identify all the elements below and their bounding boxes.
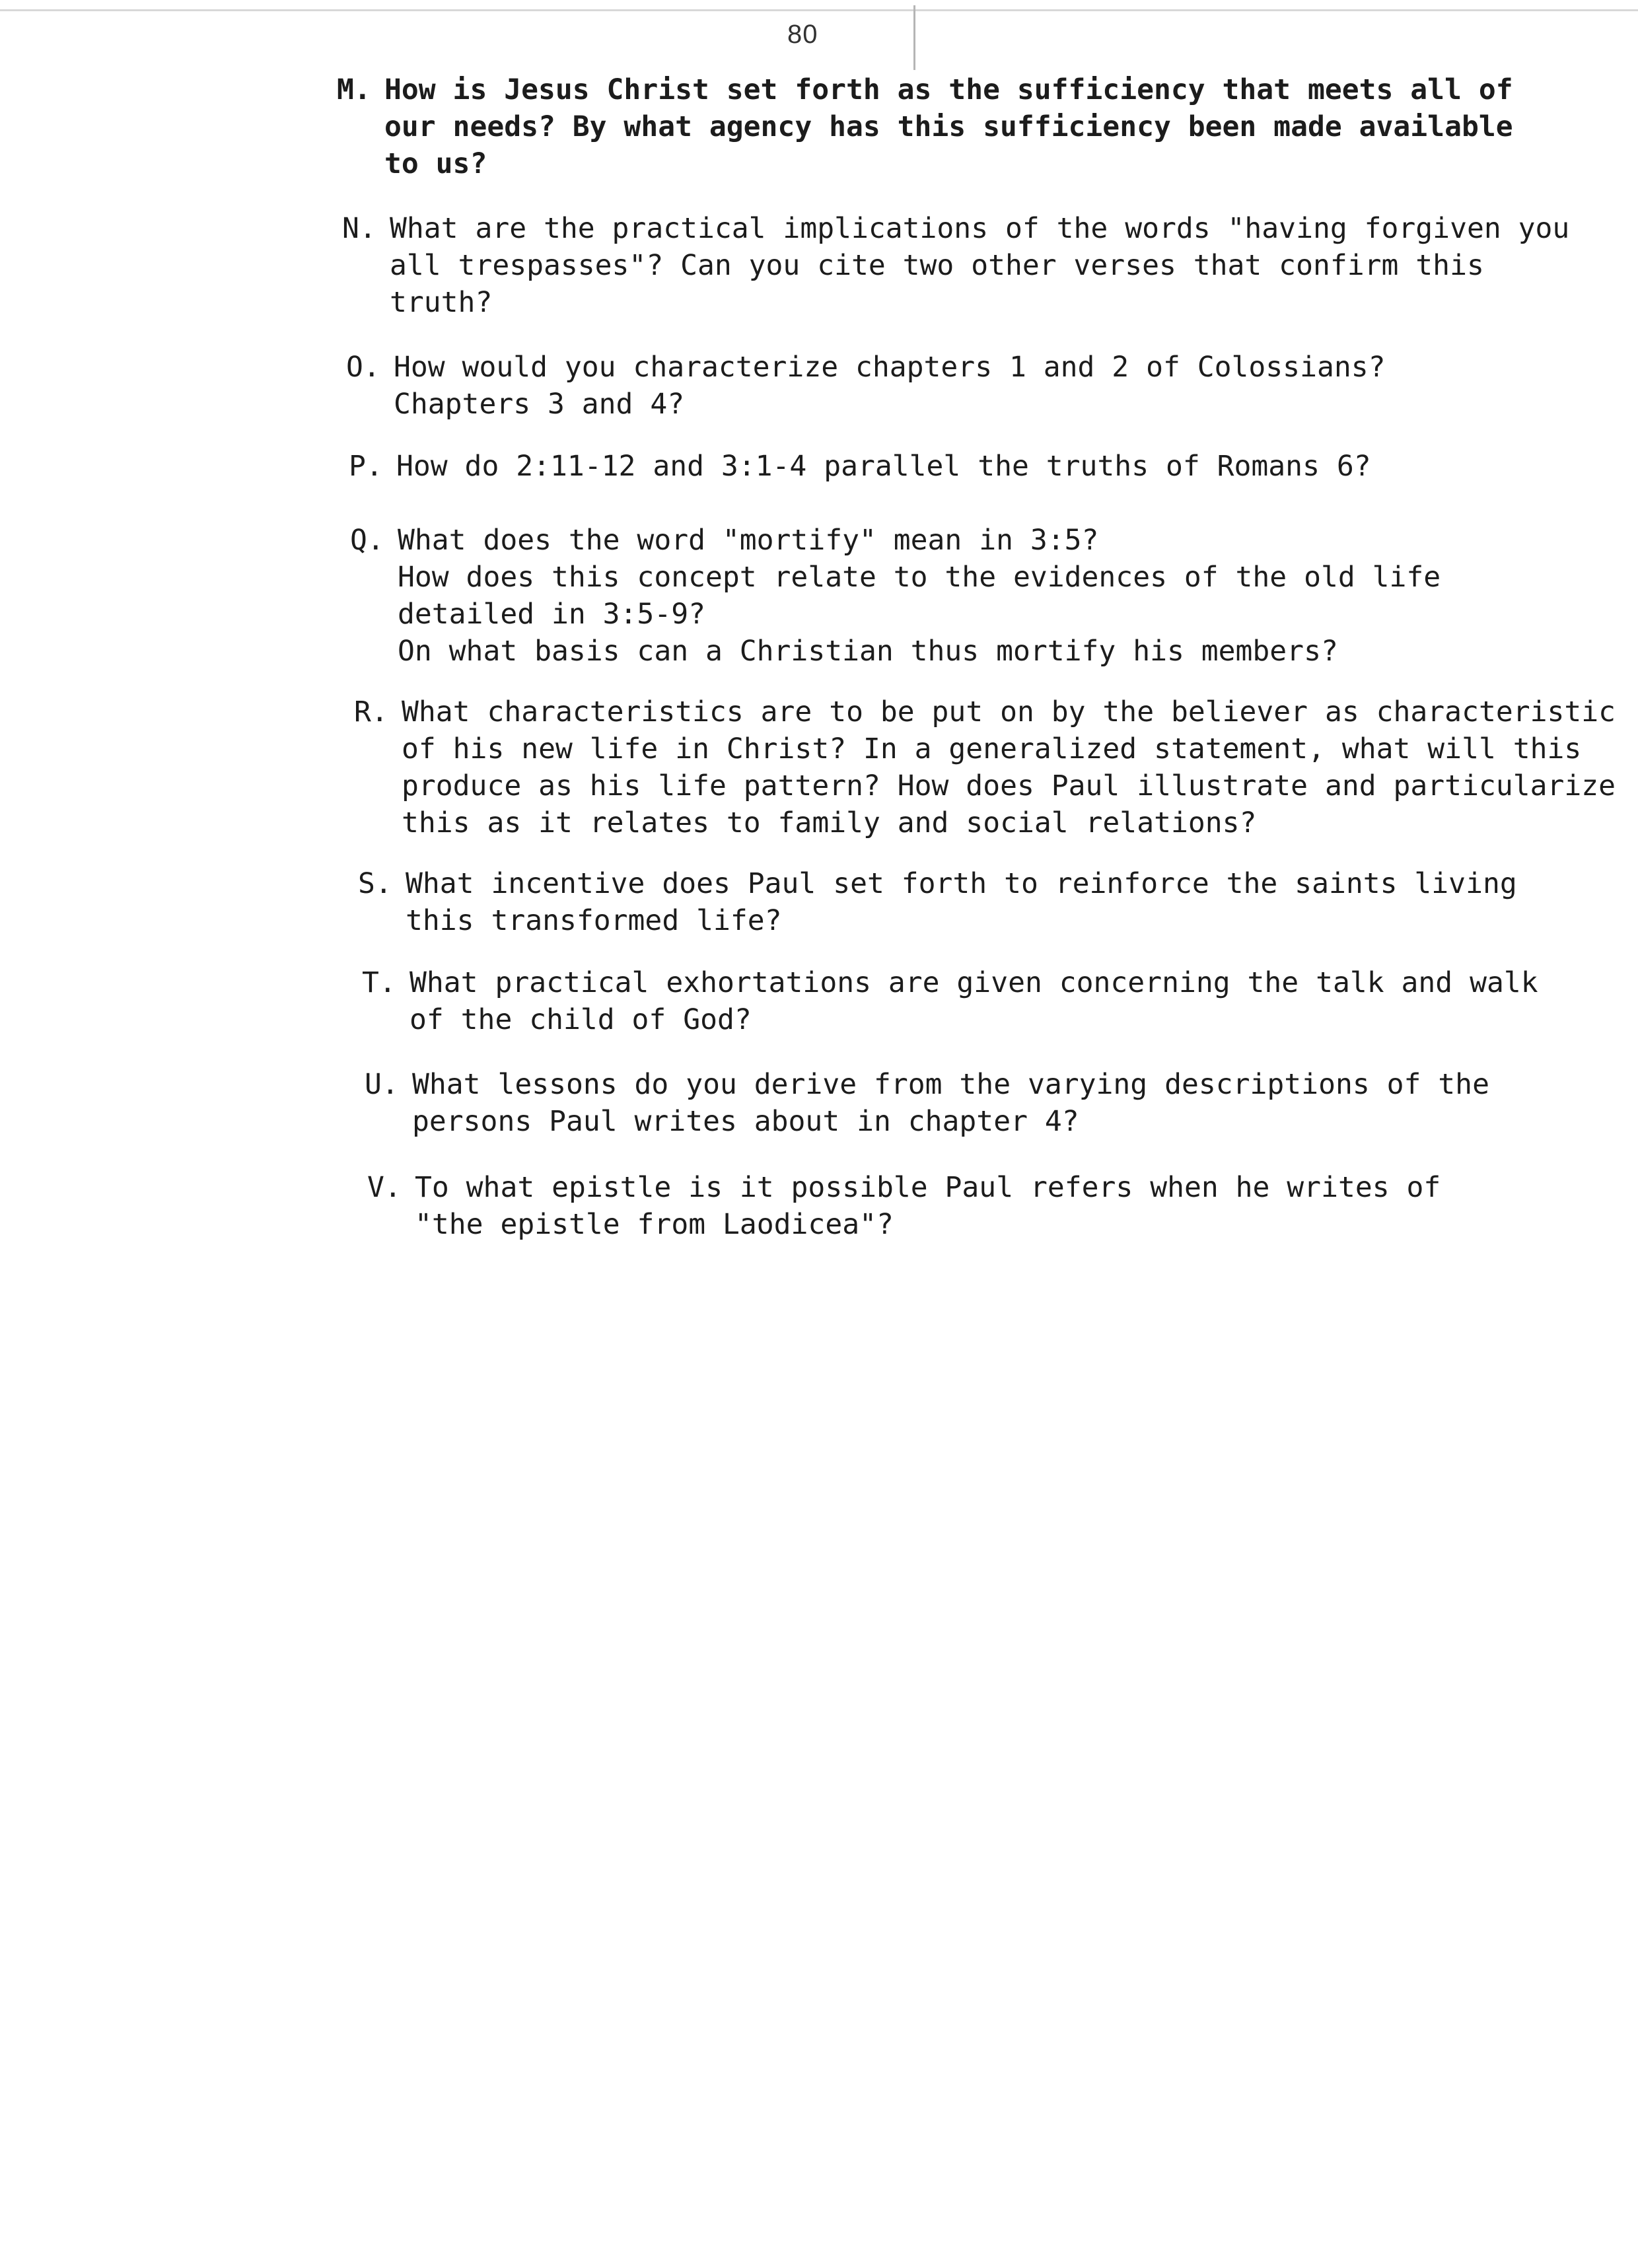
question-text-line: to us? [384, 147, 487, 180]
question-text-line: How do 2:11-12 and 3:1-4 parallel the truths of Romans 6? [396, 450, 1371, 483]
question-text-line: What characteristics are to be put on by the believer as characteristic [402, 695, 1616, 728]
question-letter: V. [367, 1171, 402, 1204]
question-text-line: What practical exhortations are given concerning the talk and walk [410, 966, 1538, 999]
question-text-line: "the epistle from Laodicea"? [415, 1208, 894, 1241]
question-text-line: How does this concept relate to the evidences of the old life [398, 561, 1441, 594]
page-number: 80 [787, 20, 818, 49]
question-text-line: What does the word "mortify" mean in 3:5? [398, 524, 1099, 557]
scan-artifact-line [913, 5, 915, 70]
question-t [362, 964, 1538, 1038]
question-letter: P. [349, 450, 383, 483]
question-letter: U. [365, 1068, 399, 1101]
question-q [350, 522, 1441, 670]
question-text-line: How would you characterize chapters 1 and 2 of Colossians? [394, 351, 1386, 384]
question-text-line: On what basis can a Christian thus mortify his members? [398, 635, 1338, 668]
question-letter: R. [354, 695, 388, 728]
question-text-line: What lessons do you derive from the varying descriptions of the [412, 1068, 1489, 1101]
question-text-line: of his new life in Christ? In a generalized statement, what will this [402, 732, 1582, 765]
question-text-line: Chapters 3 and 4? [394, 388, 685, 421]
question-text-line: this transformed life? [406, 904, 782, 937]
question-text-line: What are the practical implications of the words "having forgiven you [390, 212, 1570, 245]
question-text-line: this as it relates to family and social relations? [402, 806, 1257, 839]
question-letter: O. [346, 351, 380, 384]
question-letter: N. [342, 212, 376, 245]
question-letter: T. [362, 966, 396, 999]
question-m [337, 71, 1513, 182]
question-text-line: persons Paul writes about in chapter 4? [412, 1105, 1079, 1138]
question-text-line: To what epistle is it possible Paul refers when he writes of [415, 1171, 1441, 1204]
question-letter: Q. [350, 524, 384, 557]
question-v [367, 1169, 1441, 1243]
question-text-line: all trespasses"? Can you cite two other verses that confirm this [390, 249, 1484, 282]
question-letter: S. [358, 867, 392, 900]
scan-top-edge [0, 9, 1638, 11]
question-s [358, 865, 1517, 939]
question-text-line: of the child of God? [410, 1003, 752, 1036]
question-n [342, 210, 1569, 321]
question-u [365, 1066, 1489, 1140]
question-p [349, 448, 1371, 485]
question-r [354, 693, 1616, 841]
question-text-line: How is Jesus Christ set forth as the sufficiency that meets all of [384, 73, 1513, 106]
question-text-line: What incentive does Paul set forth to reinforce the saints living [406, 867, 1517, 900]
question-text-line: our needs? By what agency has this sufficiency been made available [384, 110, 1513, 143]
question-text-line: truth? [390, 286, 493, 319]
question-letter: M. [337, 73, 371, 106]
question-text-line: produce as his life pattern? How does Paul illustrate and particularize [402, 769, 1616, 802]
question-o [346, 349, 1386, 423]
question-text-line: detailed in 3:5-9? [398, 598, 705, 631]
